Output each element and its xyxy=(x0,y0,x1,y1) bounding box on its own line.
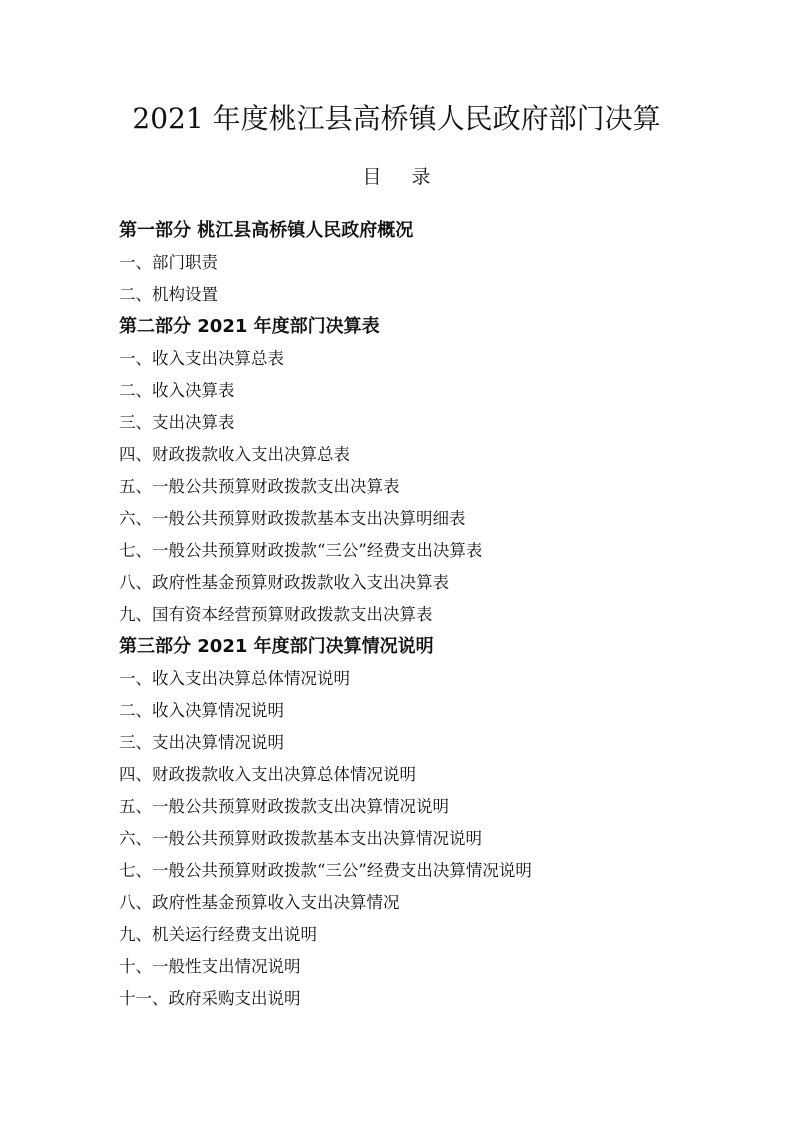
toc-item: 四、财政拨款收入支出决算总表 xyxy=(119,445,350,464)
toc-item: 三、支出决算表 xyxy=(119,413,235,432)
toc-item: 八、政府性基金预算收入支出决算情况 xyxy=(119,893,400,912)
toc-item: 九、国有资本经营预算财政拨款支出决算表 xyxy=(119,605,433,624)
toc-item: 六、一般公共预算财政拨款基本支出决算情况说明 xyxy=(119,829,482,848)
toc-item: 九、机关运行经费支出说明 xyxy=(119,925,317,944)
toc-item: 三、支出决算情况说明 xyxy=(119,733,284,752)
toc-item: 二、机构设置 xyxy=(119,285,218,304)
toc-item: 一、收入支出决算总体情况说明 xyxy=(119,669,350,688)
table-of-contents xyxy=(119,215,759,1015)
toc-item: 一、部门职责 xyxy=(119,253,218,272)
toc-item: 五、一般公共预算财政拨款支出决算情况说明 xyxy=(119,797,449,816)
toc-heading: 目 录 xyxy=(362,166,443,188)
toc-item: 二、收入决算情况说明 xyxy=(119,701,284,720)
document-title: 2021 年度桃江县高桥镇人民政府部门决算 xyxy=(132,102,661,135)
section-title: 第二部分 2021 年度部门决算表 xyxy=(119,316,380,337)
toc-item: 八、政府性基金预算财政拨款收入支出决算表 xyxy=(119,573,449,592)
toc-item: 四、财政拨款收入支出决算总体情况说明 xyxy=(119,765,416,784)
toc-item: 六、一般公共预算财政拨款基本支出决算明细表 xyxy=(119,509,466,528)
section-title: 第一部分 桃江县高桥镇人民政府概况 xyxy=(119,220,414,241)
toc-section-part-3 xyxy=(119,631,759,1015)
toc-item: 十、一般性支出情况说明 xyxy=(119,957,301,976)
toc-item: 一、收入支出决算总表 xyxy=(119,349,284,368)
toc-item: 五、一般公共预算财政拨款支出决算表 xyxy=(119,477,400,496)
toc-item: 二、收入决算表 xyxy=(119,381,235,400)
toc-item: 七、一般公共预算财政拨款“三公”经费支出决算情况说明 xyxy=(119,861,532,880)
toc-item: 十一、政府采购支出说明 xyxy=(119,989,301,1008)
toc-item: 七、一般公共预算财政拨款“三公”经费支出决算表 xyxy=(119,541,483,560)
section-title: 第三部分 2021 年度部门决算情况说明 xyxy=(119,636,434,657)
toc-section-part-2 xyxy=(119,311,759,631)
toc-section-part-1 xyxy=(119,215,759,311)
